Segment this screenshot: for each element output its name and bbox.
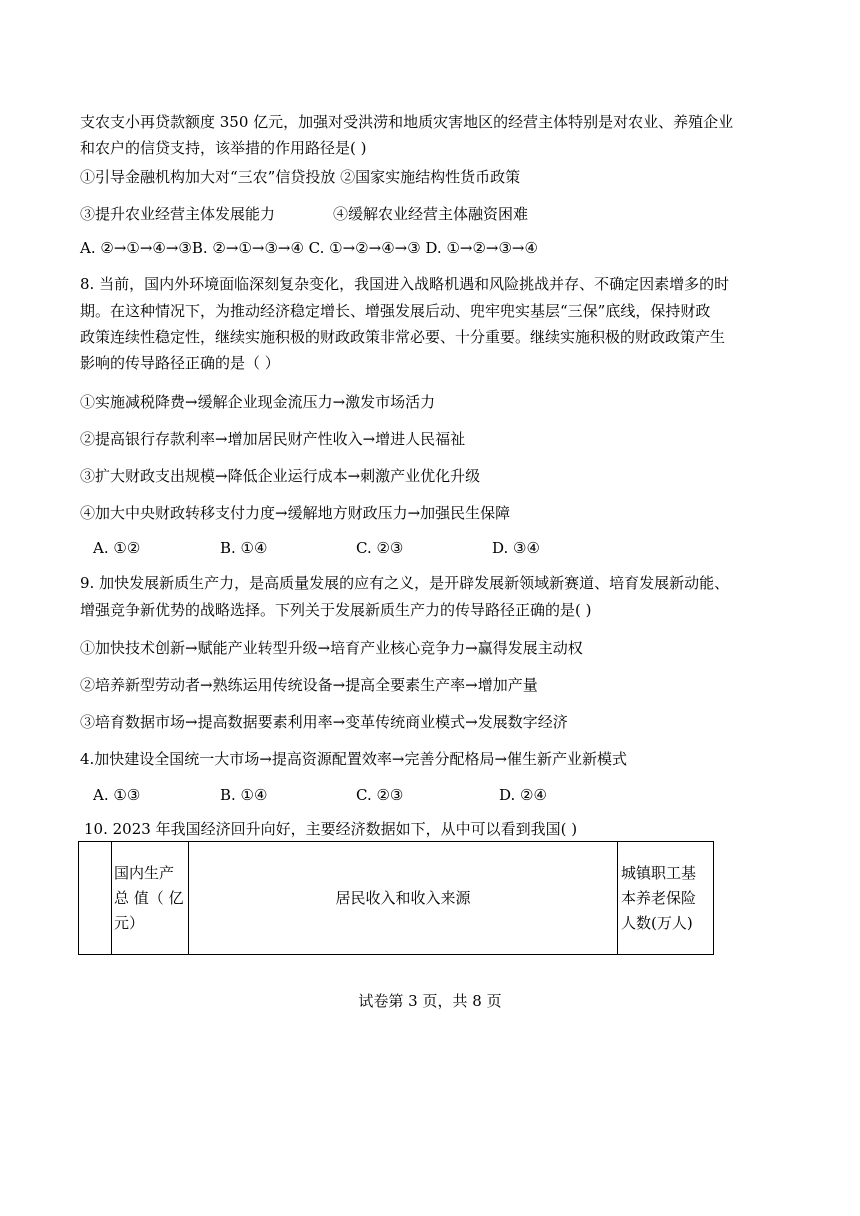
gdp-header-line-1: 国内生产 — [114, 863, 175, 882]
q9-option-b: B. ①④ — [220, 786, 268, 804]
q7-options: A. ②→①→④→③B. ②→①→③→④ C. ①→②→④→③ D. ①→②→③→④ — [80, 239, 538, 257]
q7-statement-3: ③提升农业经营主体发展能力 — [80, 205, 276, 223]
q8-stem-line-3: 政策连续性稳定性，继续实施积极的财政政策非常必要、十分重要。继续实施积极的财政政策产生 — [80, 328, 726, 346]
q9-option-a: A. ①③ — [93, 786, 141, 804]
table-row — [79, 842, 714, 955]
q9-statement-1: ①加快技术创新→赋能产业转型升级→培育产业核心竞争力→赢得发展主动权 — [80, 639, 583, 657]
q10-data-table — [78, 841, 714, 955]
table-header-pension — [618, 842, 714, 955]
q8-stem-line-1: 8. 当前，国内外环境面临深刻复杂变化，我国进入战略机遇和风险挑战并存、不确定因素增多的时 — [80, 275, 730, 293]
q10-stem: 10. 2023 年我国经济回升向好，主要经济数据如下，从中可以看到我国( ) — [84, 820, 578, 838]
page-footer: 试卷第 3 页，共 8 页 — [358, 992, 502, 1010]
q9-option-d: D. ②④ — [499, 786, 547, 804]
q9-option-c: C. ②③ — [356, 786, 404, 804]
gdp-header-line-3: 元） — [114, 913, 145, 932]
q7-stem-line-2: 和农户的信贷支持，该举措的作用路径是( ) — [80, 139, 367, 157]
q9-statement-4: 4.加快建设全国统一大市场→提高资源配置效率→完善分配格局→催生新产业新模式 — [80, 750, 628, 768]
q9-statement-3: ③培育数据市场→提高数据要素利用率→变革传统商业模式→发展数字经济 — [80, 713, 568, 731]
pension-header-line-2: 本养老保险 — [621, 888, 697, 907]
q8-option-a: A. ①② — [93, 539, 141, 557]
table-empty-cell — [79, 842, 112, 955]
q7-stem-line-1: 支农支小再贷款额度 350 亿元，加强对受洪涝和地质灾害地区的经营主体特别是对农业、养殖企业 — [80, 113, 734, 131]
q8-statement-2: ②提高银行存款利率→增加居民财产性收入→增进人民福祉 — [80, 430, 466, 448]
q9-stem-line-1: 9. 加快发展新质生产力，是高质量发展的应有之义，是开辟发展新领域新赛道、培育发展新动能、 — [80, 574, 730, 592]
q8-option-d: D. ③④ — [492, 539, 540, 557]
gdp-header-line-2: 总 值（ 亿 — [114, 888, 184, 907]
q9-statement-2: ②培养新型劳动者→熟练运用传统设备→提高全要素生产率→增加产量 — [80, 676, 538, 694]
q7-statement-4: ④缓解农业经营主体融资困难 — [333, 205, 529, 223]
q8-option-b: B. ①④ — [220, 539, 268, 557]
q8-stem-line-2: 期。在这种情况下，为推动经济稳定增长、增强发展后动、兜牢兜实基层“三保”底线，保持财政 — [80, 302, 711, 320]
table-header-gdp — [112, 842, 189, 955]
pension-header-line-1: 城镇职工基 — [621, 863, 697, 882]
q8-stem-line-4: 影响的传导路径正确的是（ ） — [80, 354, 280, 372]
pension-header-line-3: 人数(万人) — [621, 913, 693, 932]
q8-statement-4: ④加大中央财政转移支付力度→缓解地方财政压力→加强民生保障 — [80, 504, 511, 522]
q9-stem-line-2: 增强竞争新优势的战略选择。下列关于发展新质生产力的传导路径正确的是( ) — [80, 601, 592, 619]
q8-statement-1: ①实施减税降费→缓解企业现金流压力→激发市场活力 — [80, 393, 436, 411]
table-header-income: 居民收入和收入来源 — [189, 842, 618, 955]
q8-statement-3: ③扩大财政支出规模→降低企业运行成本→刺激产业优化升级 — [80, 467, 481, 485]
q7-statement-1-2: ①引导金融机构加大对“三农”信贷投放 ②国家实施结构性货币政策 — [80, 168, 521, 186]
q8-option-c: C. ②③ — [356, 539, 404, 557]
